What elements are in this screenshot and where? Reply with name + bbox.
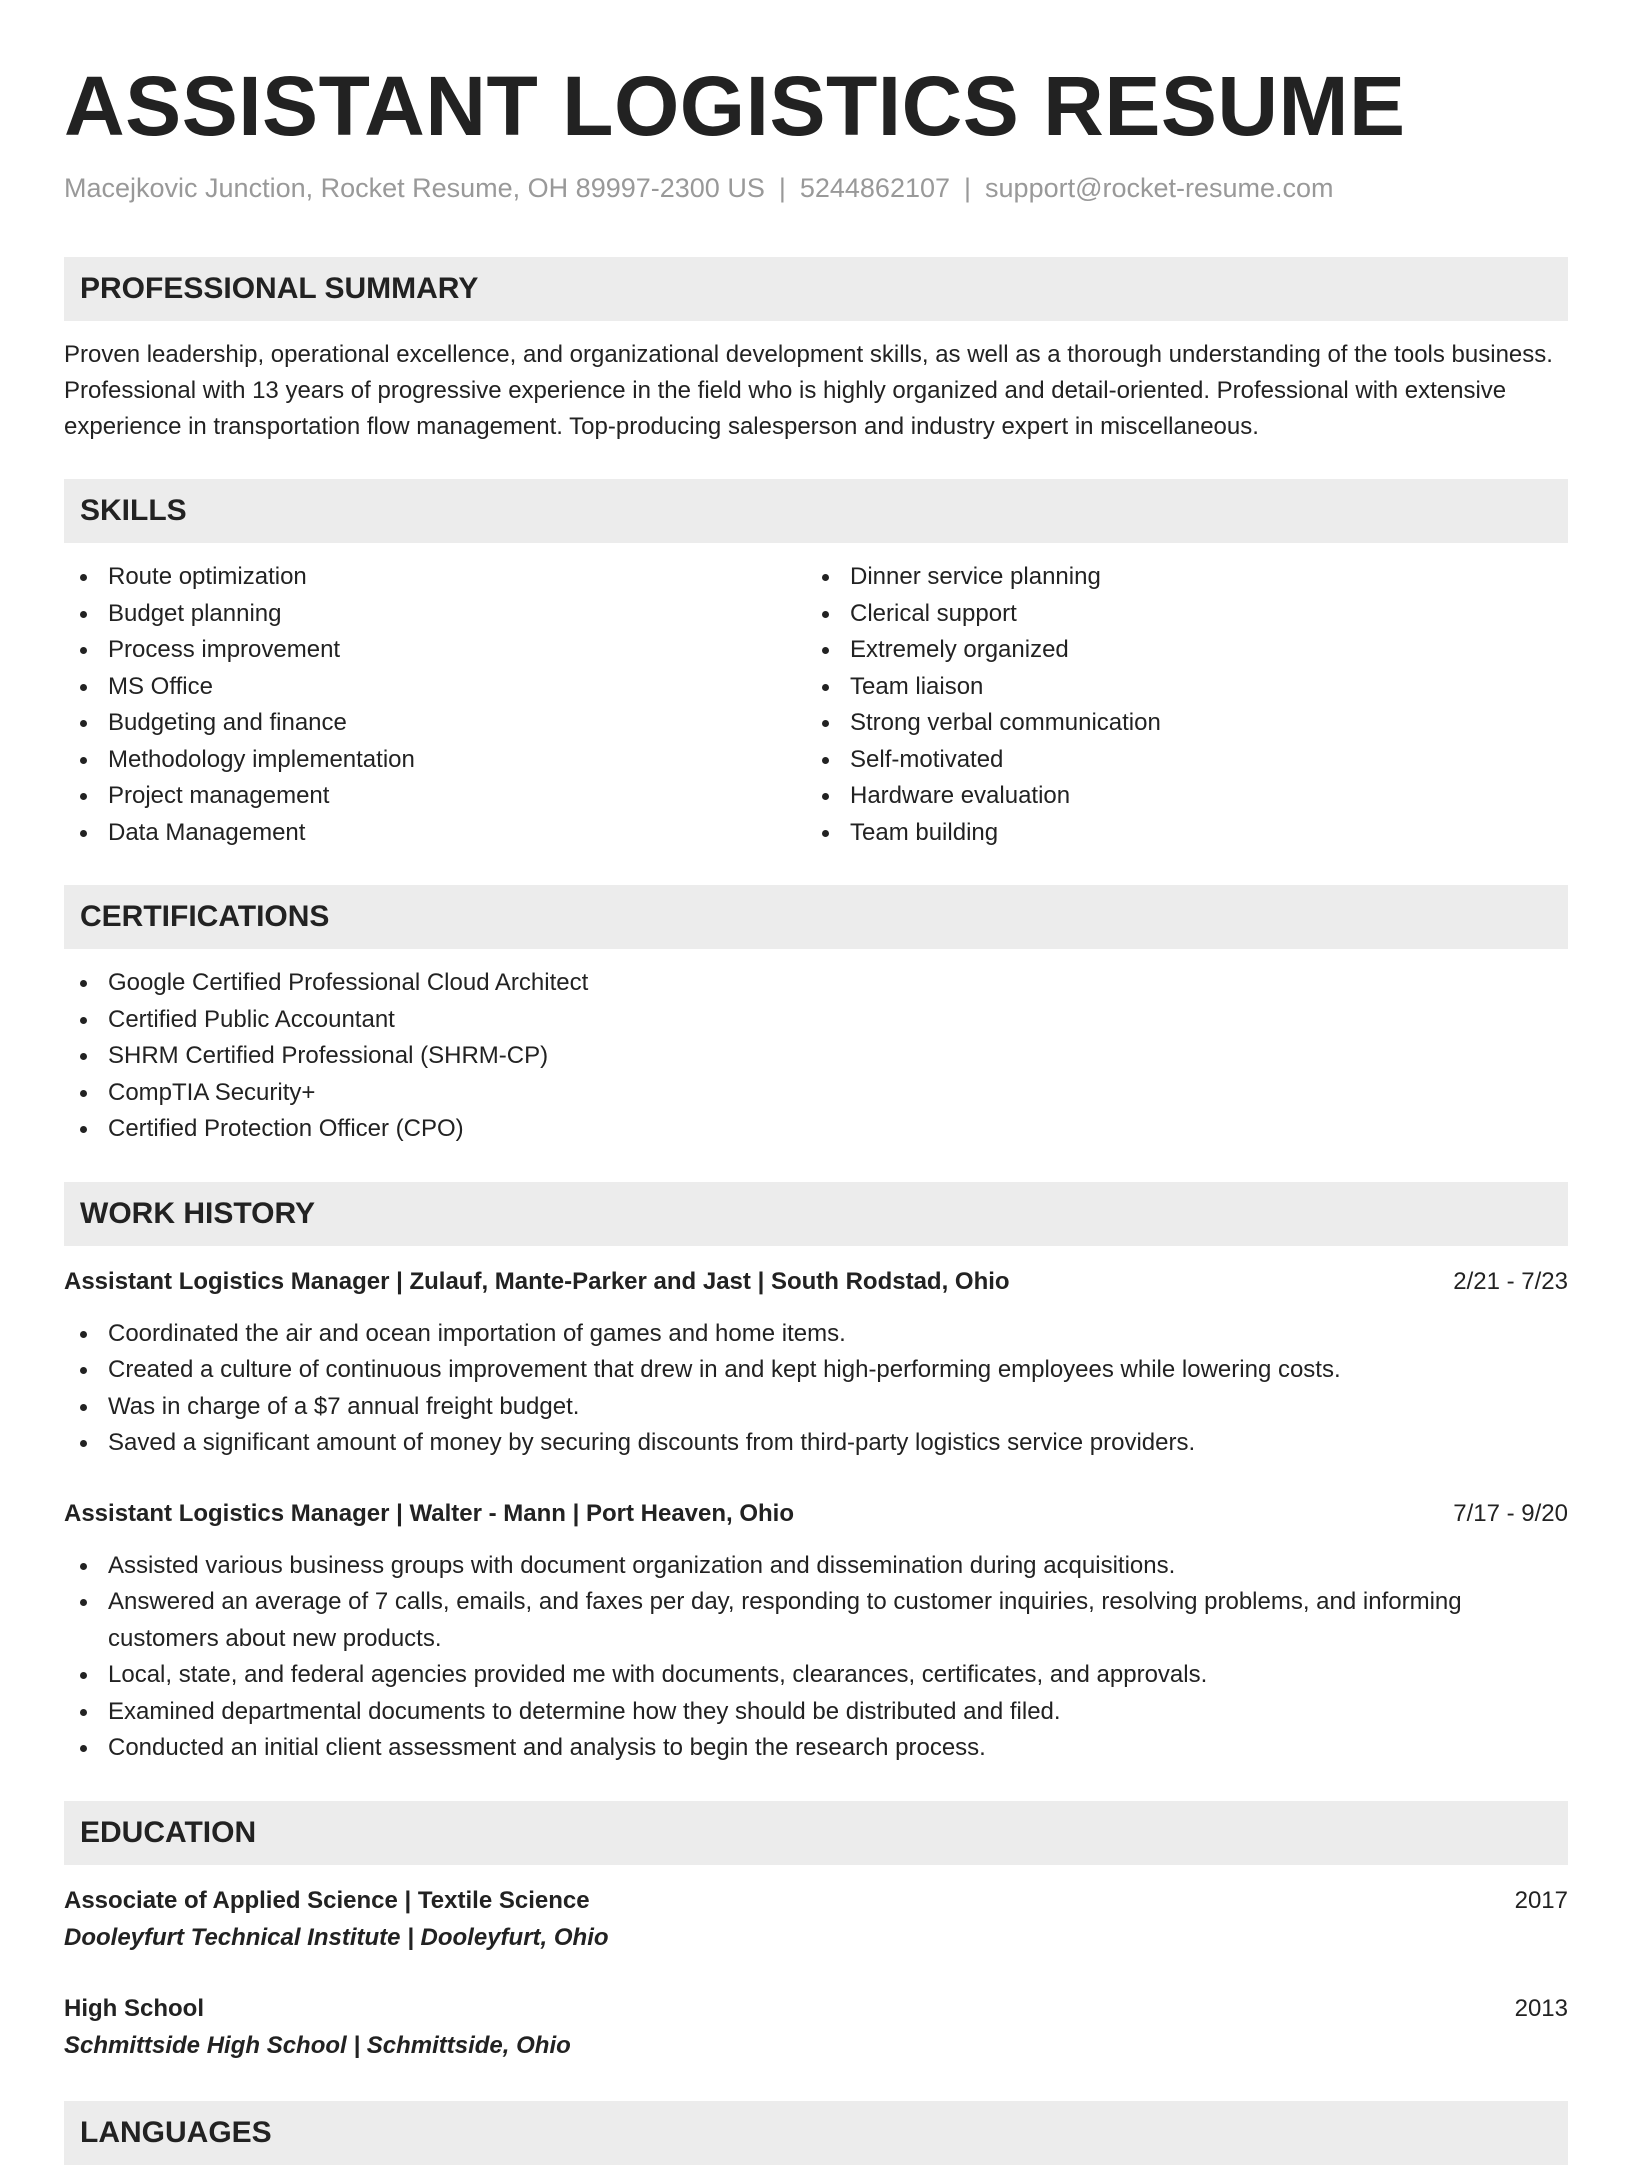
skills-grid	[64, 559, 1568, 851]
job-dates: 7/17 - 9/20	[1453, 1499, 1568, 1527]
languages-heading: LANGUAGES	[64, 2101, 1568, 2165]
skill-item: Clerical support	[806, 596, 1548, 633]
education-header	[64, 1991, 1568, 2027]
job-bullet: Created a culture of continuous improvement that drew in and kept high-performing employees while lowering costs.	[64, 1352, 1568, 1389]
job-bullet: Conducted an initial client assessment and analysis to begin the research process.	[64, 1730, 1568, 1767]
education-header	[64, 1883, 1568, 1919]
skill-item: MS Office	[64, 669, 806, 706]
certification-item: CompTIA Security+	[64, 1075, 1568, 1112]
certifications-list	[64, 965, 1568, 1148]
job-dates: 2/21 - 7/23	[1453, 1267, 1568, 1295]
job-bullet: Assisted various business groups with document organization and dissemination during acquisitions.	[64, 1548, 1568, 1585]
job-bullet: Local, state, and federal agencies provided me with documents, clearances, certificates, and approvals.	[64, 1657, 1568, 1694]
education-heading: EDUCATION	[64, 1801, 1568, 1865]
work-history-heading: WORK HISTORY	[64, 1182, 1568, 1246]
education-year: 2017	[1514, 1886, 1568, 1914]
summary-heading: PROFESSIONAL SUMMARY	[64, 257, 1568, 321]
skill-item: Team building	[806, 815, 1548, 852]
job-title: Assistant Logistics Manager | Walter - Mann | Port Heaven, Ohio	[64, 1499, 795, 1527]
education-year: 2013	[1514, 1994, 1568, 2022]
resume-content	[64, 0, 1568, 2165]
job-entry	[64, 1496, 1568, 1767]
contact-separator: |	[778, 173, 786, 203]
contact-phone: 5244862107	[799, 173, 951, 203]
certifications-heading: CERTIFICATIONS	[64, 885, 1568, 949]
certification-item: Certified Protection Officer (CPO)	[64, 1111, 1568, 1148]
skill-item: Extremely organized	[806, 632, 1548, 669]
skill-item: Strong verbal communication	[806, 705, 1548, 742]
education-entry	[64, 1883, 1568, 1957]
contact-address: Macejkovic Junction, Rocket Resume, OH 89997-2300 US	[64, 173, 765, 203]
job-bullets	[64, 1548, 1568, 1767]
skill-item: Project management	[64, 778, 806, 815]
skill-item: Process improvement	[64, 632, 806, 669]
education-school: Schmittside High School | Schmittside, Ohio	[64, 2031, 571, 2059]
job-header	[64, 1496, 1568, 1532]
job-title: Assistant Logistics Manager | Zulauf, Mante-Parker and Jast | South Rodstad, Ohio	[64, 1267, 1010, 1295]
skill-item: Route optimization	[64, 559, 806, 596]
education-entry	[64, 1991, 1568, 2065]
resume-title: ASSISTANT LOGISTICS RESUME	[64, 59, 1406, 153]
job-bullet: Examined departmental documents to determine how they should be distributed and filed.	[64, 1694, 1568, 1731]
job-bullet: Coordinated the air and ocean importation of games and home items.	[64, 1316, 1568, 1353]
certification-item: Certified Public Accountant	[64, 1002, 1568, 1039]
skills-list-left	[64, 559, 806, 851]
job-bullet: Was in charge of a $7 annual freight budget.	[64, 1389, 1568, 1426]
contact-separator: |	[964, 173, 972, 203]
skill-item: Self-motivated	[806, 742, 1548, 779]
skill-item: Dinner service planning	[806, 559, 1548, 596]
skill-item: Budget planning	[64, 596, 806, 633]
skill-item: Hardware evaluation	[806, 778, 1548, 815]
skill-item: Budgeting and finance	[64, 705, 806, 742]
job-header	[64, 1264, 1568, 1300]
skill-item: Methodology implementation	[64, 742, 806, 779]
job-bullet: Saved a significant amount of money by securing discounts from third-party logistics service providers.	[64, 1425, 1568, 1462]
skill-item: Team liaison	[806, 669, 1548, 706]
skills-heading: SKILLS	[64, 479, 1568, 543]
job-bullets	[64, 1316, 1568, 1462]
job-bullet: Answered an average of 7 calls, emails, and faxes per day, responding to customer inquiries, resolving problems, and informing customers about new products.	[64, 1584, 1568, 1657]
education-degree: High School	[64, 1994, 204, 2022]
certification-item: Google Certified Professional Cloud Architect	[64, 965, 1568, 1002]
skill-item: Data Management	[64, 815, 806, 852]
contact-email[interactable]: support@rocket-resume.com	[985, 173, 1334, 203]
job-entry	[64, 1264, 1568, 1462]
summary-text: Proven leadership, operational excellence, and organizational development skills, as well as a thorough understanding of the tools business. Professional with 13 years of progressive experience in the field who is highly organized and detail-oriented. Professional with extensive experience in transportation flow management. Top-producing salesperson and industry expert in miscellaneous.	[64, 341, 1553, 440]
certification-item: SHRM Certified Professional (SHRM-CP)	[64, 1038, 1568, 1075]
education-degree: Associate of Applied Science | Textile Science	[64, 1886, 590, 1914]
skills-list-right	[806, 559, 1548, 851]
contact-line	[64, 170, 1568, 206]
education-school: Dooleyfurt Technical Institute | Dooleyfurt, Ohio	[64, 1923, 609, 1951]
